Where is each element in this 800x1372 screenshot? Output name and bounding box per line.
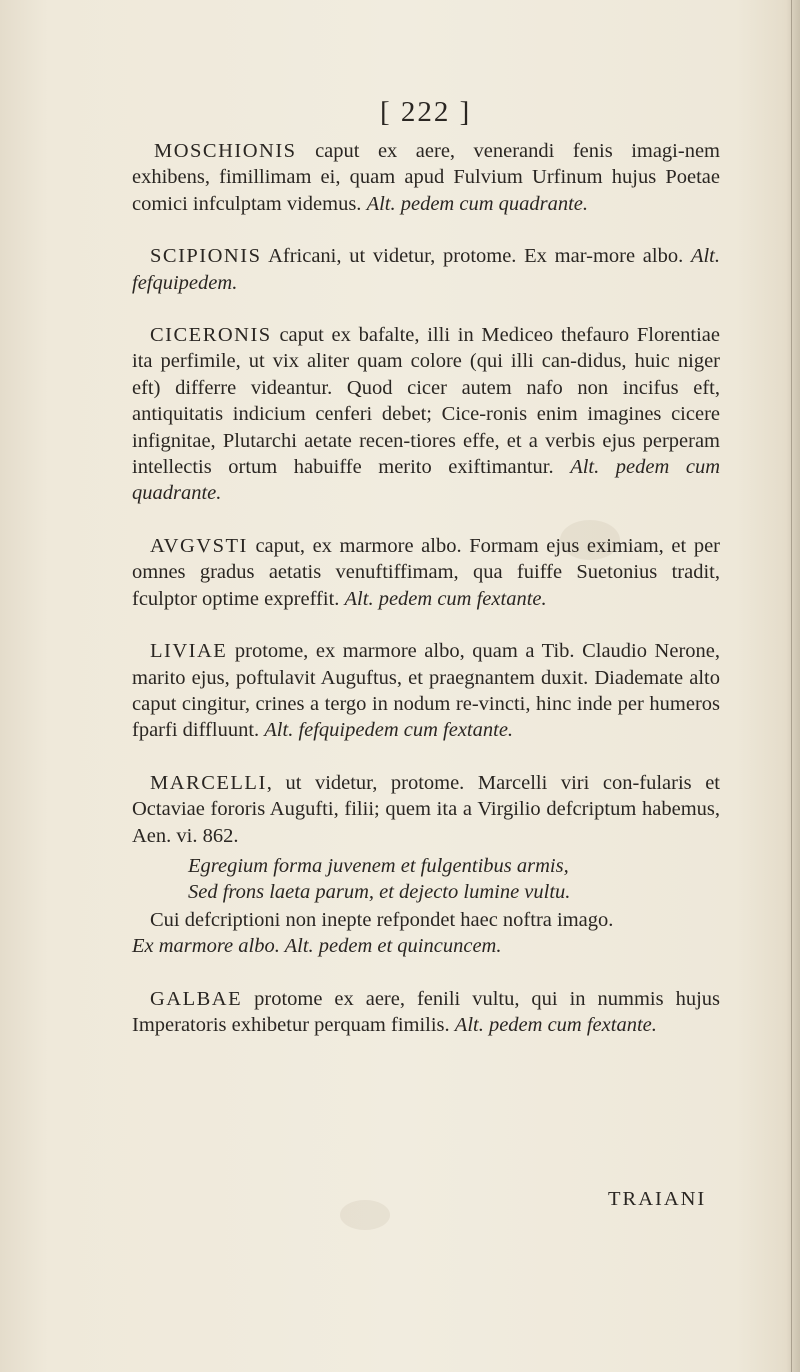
page-edge-line [791,0,792,1372]
entry-name: GALBAE [150,987,243,1010]
entry-galbae [132,986,720,1039]
entry-dimensions: Alt. pedem cum fextante. [454,1014,657,1037]
entry-name: AVGVSTI [150,534,248,557]
entry-dimensions: Alt. pedem cum quadrante. [132,456,720,505]
entry-text-after-quote [132,907,720,960]
entry-name: MARCELLI [150,771,267,794]
entry-name: SCIPIONIS [150,245,262,268]
after-quote-text: Cui defcriptioni non inepte refpondet haec noftra imago. [150,908,614,931]
entry-dimensions: Alt. pedem cum fextante. [344,587,547,610]
entry-liviae [132,638,720,744]
entry-marcelli [132,770,720,960]
entry-dimensions: Alt. pedem cum quadrante. [366,192,589,215]
catchword: TRAIANI [608,1188,707,1210]
entry-text: Africani, ut videtur, protome. Ex mar-more albo. [261,245,684,268]
entry-dimensions: Alt. fefquipedem cum fextante. [264,719,514,742]
entry-text: protome ex aere, fenili vultu, qui in nummis hujus Imperatoris exhibetur perquam fimilis. [132,987,720,1037]
entry-scipionis [132,243,720,296]
paper-stain [340,1200,390,1230]
entry-dimensions: Ex marmore albo. Alt. pedem et quincuncem. [132,935,502,958]
page-number: [ 222 ] [380,96,472,128]
entry-text: caput ex aere, venerandi fenis imagi-nem exhibens, fimillimam ei, quam apud Fulvium Urfinum hujus Poetae comici infculptam videmus. [132,140,720,215]
verse-line: Sed frons laeta parum, et dejecto lumine vultu. [188,880,571,903]
entry-augusti [132,533,720,612]
entry-dimensions: Alt. fefquipedem. [132,245,720,294]
entry-text: , ut videtur, protome. Marcelli viri con-fularis et Octaviae fororis Augufti, filii; quem ita a Virgilio defcriptum habemus, Aen. vi. 862. [132,771,720,847]
entry-name: LIVIAE [150,640,228,663]
entry-text: caput ex bafalte, illi in Mediceo thefauro Florentiae ita perfimile, ut vix aliter quam colore (qui illi can-didus, huic niger eft) differre videantur. Quod cicer autem nafo non incifus eft, antiquitatis indicium cenferi debet; Cice-ronis enim imagines cicere infignitae, Plutarchi aetate recen-tiores effe, et a verbis ejus perperam intellectis ortum habuiffe merito exiftimantur. [132,324,720,479]
entry-moschionis [132,138,720,217]
entry-text: caput, ex marmore albo. Formam ejus eximiam, et per omnes gradus aetatis venuftiffimam, qua fuiffe Suetonius tradit, fculptor optime expreffit. [132,534,720,610]
entry-name: CICERONIS [150,324,272,347]
page-edge-shadow [786,0,800,1372]
entry-name: MOSCHIONIS [154,140,297,162]
verse-quotation [132,853,720,905]
main-text [132,138,720,1065]
entry-text: protome, ex marmore albo, quam a Tib. Claudio Nerone, marito ejus, poftulavit Auguftus, et praegnantem duxit. Diademate alto caput cingitur, crines a tergo in nodum re-vincti, hinc inde per humeros fparfi diffluunt. [132,640,720,742]
entry-ciceronis [132,322,720,507]
verse-line: Egregium forma juvenem et fulgentibus armis, [188,854,569,877]
